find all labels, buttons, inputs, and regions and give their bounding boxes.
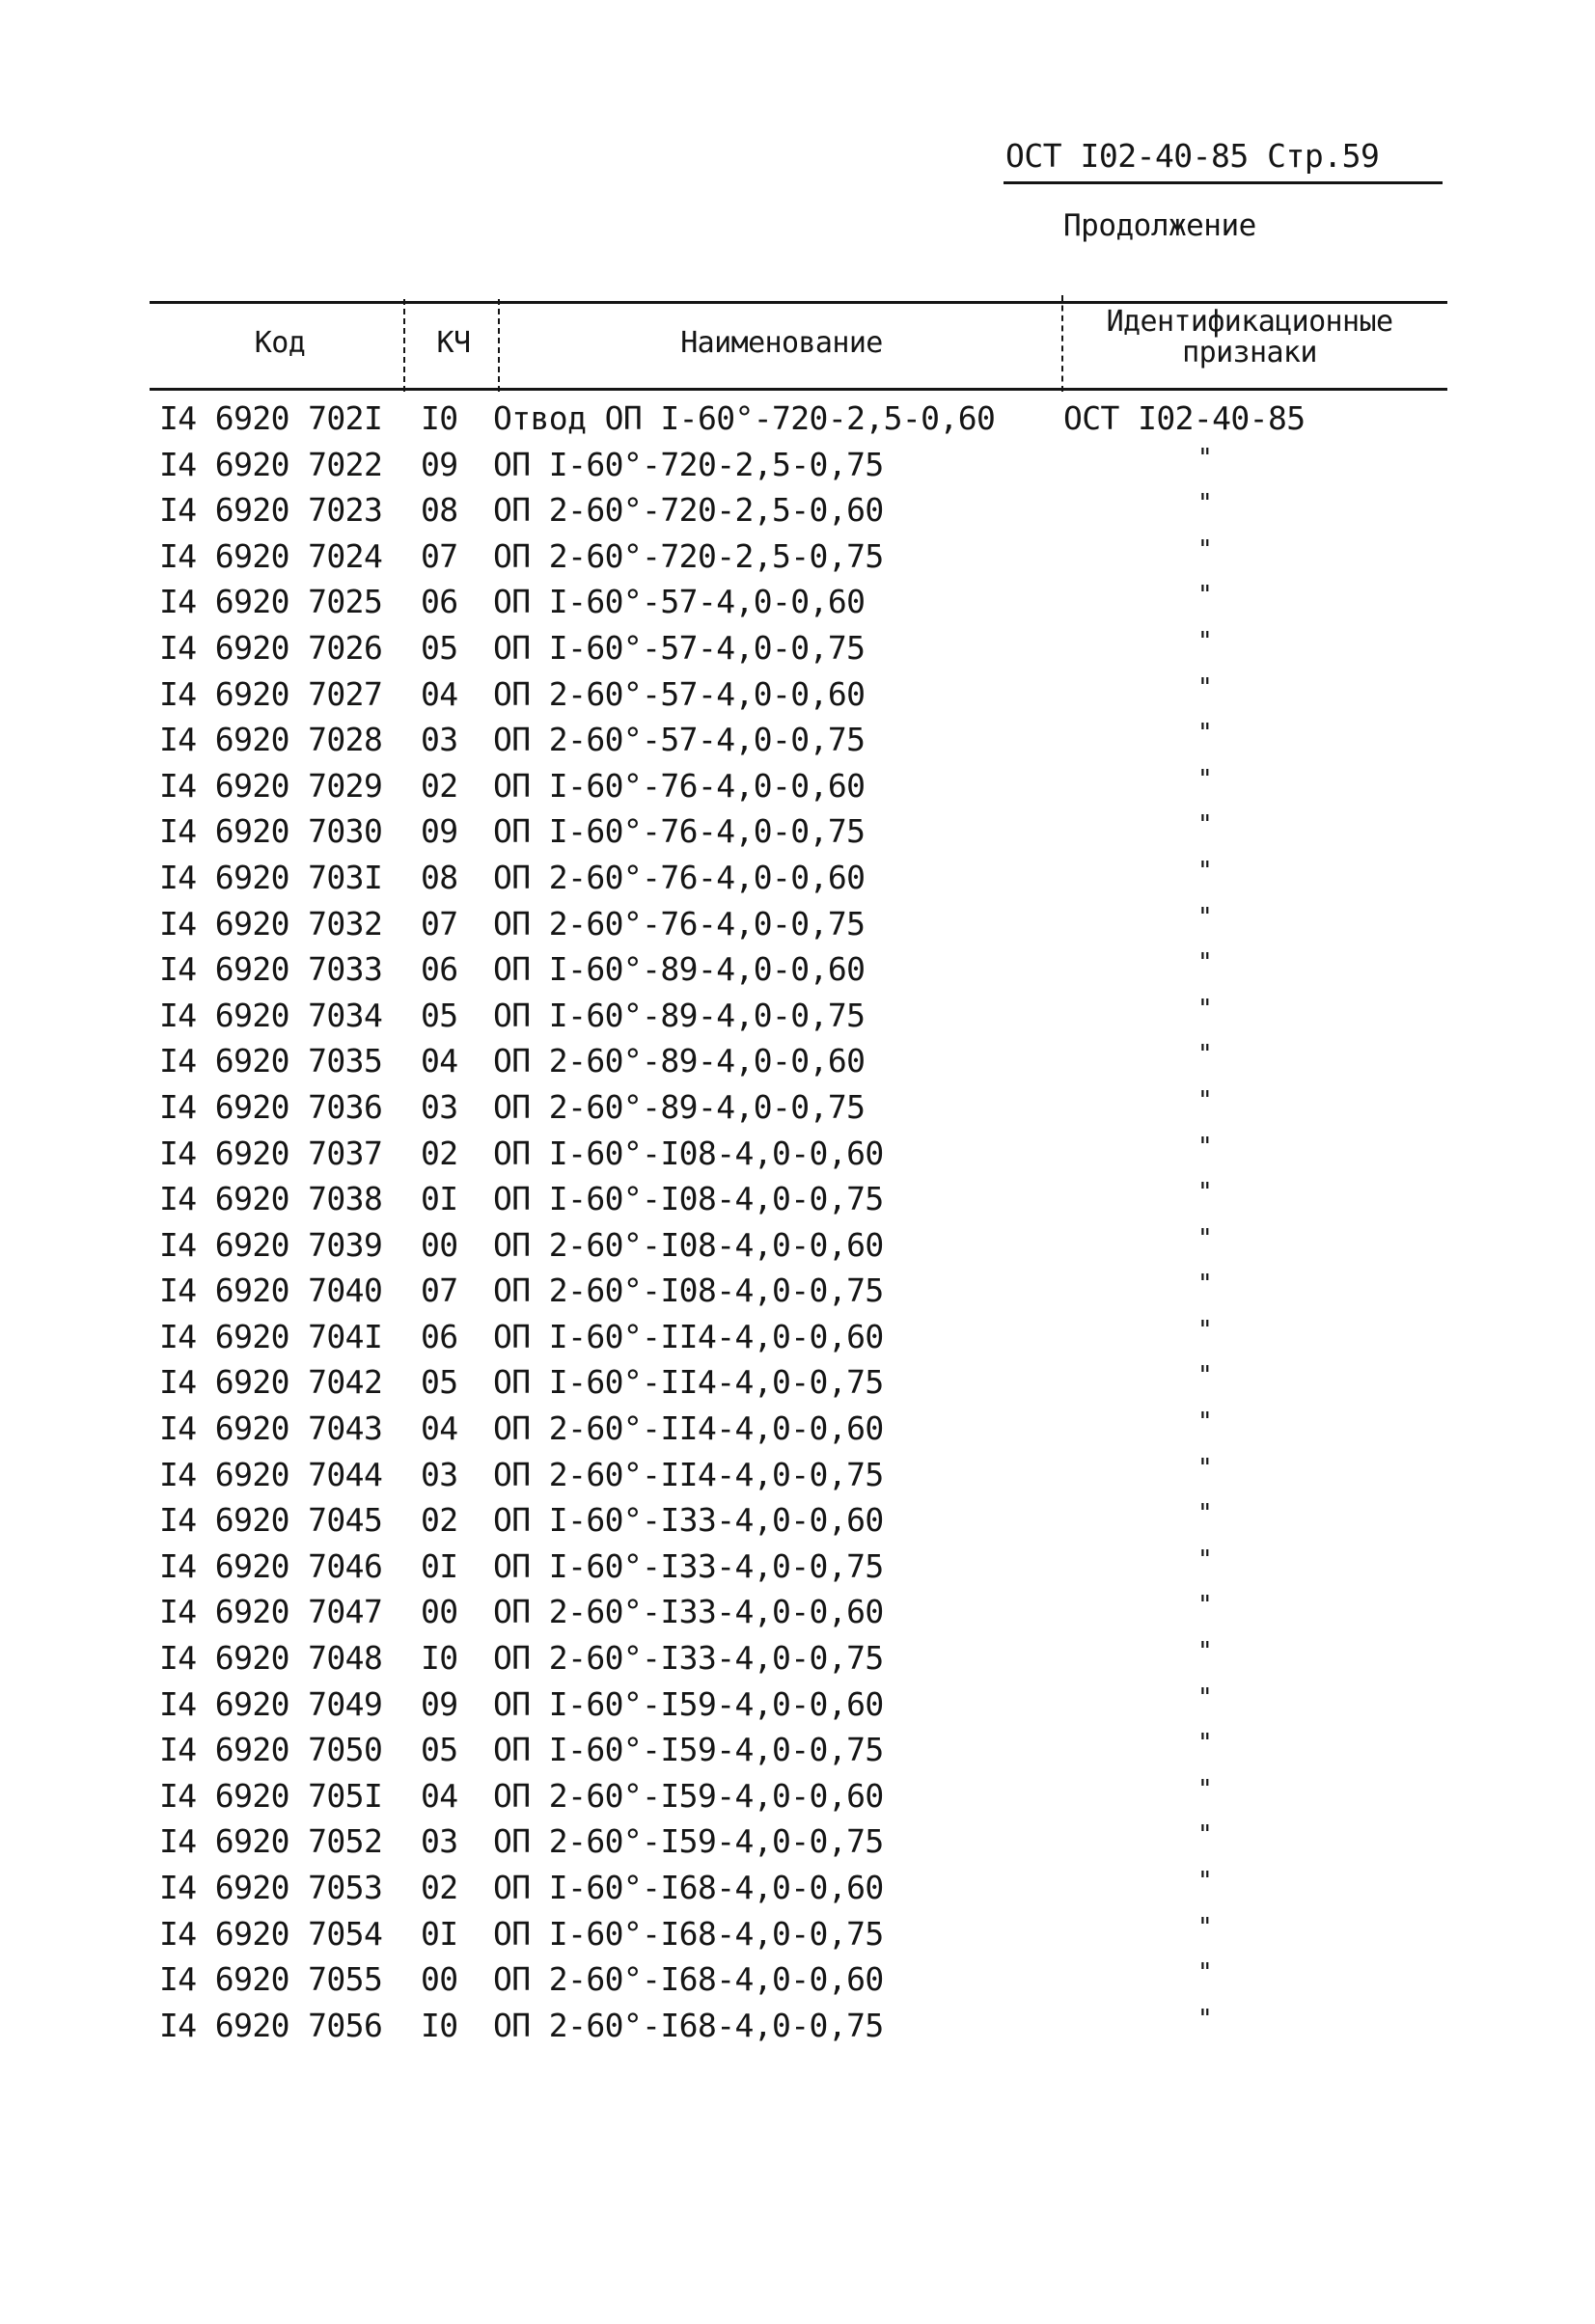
name-cell: ОП 2-60°-57-4,0-0,75 — [493, 721, 866, 759]
table-row — [0, 855, 1595, 901]
name-cell: ОП 2-60°-I08-4,0-0,60 — [493, 1225, 884, 1264]
name-cell: ОП I-60°-89-4,0-0,60 — [493, 950, 866, 989]
code-cell: I4 6920 7028 — [159, 721, 383, 759]
kch-cell: 05 — [421, 1363, 458, 1402]
name-cell: ОП 2-60°-76-4,0-0,60 — [493, 858, 866, 896]
code-cell: I4 6920 7046 — [159, 1546, 383, 1585]
ident-cell: " — [1197, 994, 1213, 1024]
name-cell: ОП I-60°-II4-4,0-0,75 — [493, 1363, 884, 1402]
kch-cell: I0 — [421, 1639, 458, 1678]
name-cell: ОП I-60°-I08-4,0-0,60 — [493, 1134, 884, 1172]
kch-cell: 04 — [421, 1409, 458, 1448]
code-cell: I4 6920 703I — [159, 858, 383, 896]
code-cell: I4 6920 7045 — [159, 1501, 383, 1540]
name-cell: ОП I-60°-720-2,5-0,75 — [493, 445, 884, 483]
name-cell: ОП 2-60°-I59-4,0-0,60 — [493, 1776, 884, 1815]
name-cell: ОП 2-60°-I68-4,0-0,60 — [493, 1960, 884, 1999]
code-cell: I4 6920 7035 — [159, 1042, 383, 1080]
column-header-name: Наименование — [680, 326, 883, 360]
code-cell: I4 6920 702I — [159, 399, 383, 437]
name-cell: ОП I-60°-I08-4,0-0,75 — [493, 1180, 884, 1218]
code-cell: I4 6920 705I — [159, 1776, 383, 1815]
table-row — [0, 1865, 1595, 1911]
kch-cell: I0 — [421, 399, 458, 437]
kch-cell: 02 — [421, 1869, 458, 1906]
table-row — [0, 579, 1595, 625]
table-row — [0, 1818, 1595, 1865]
code-cell: I4 6920 7024 — [159, 536, 383, 575]
code-cell: I4 6920 7044 — [159, 1455, 383, 1493]
reference-underline — [1004, 181, 1443, 184]
ident-cell: " — [1197, 1453, 1213, 1483]
table-row — [0, 946, 1595, 993]
column-header-ident: Идентификационные признаки — [1106, 305, 1393, 369]
code-cell: I4 6920 7052 — [159, 1822, 383, 1861]
name-cell: ОП 2-60°-89-4,0-0,60 — [493, 1042, 866, 1080]
table-body — [0, 396, 1595, 2048]
table-row — [0, 1038, 1595, 1084]
ident-cell: " — [1197, 1682, 1213, 1712]
code-cell: I4 6920 7034 — [159, 996, 383, 1034]
code-cell: I4 6920 7043 — [159, 1409, 383, 1448]
name-cell: ОП 2-60°-720-2,5-0,75 — [493, 536, 884, 575]
name-cell: ОП 2-60°-I08-4,0-0,75 — [493, 1271, 884, 1310]
ident-cell: " — [1197, 1178, 1213, 1208]
kch-cell: 04 — [421, 1776, 458, 1815]
table-row — [0, 442, 1595, 488]
kch-cell: 0I — [421, 1546, 458, 1585]
name-cell: ОП I-60°-57-4,0-0,60 — [493, 583, 866, 621]
table-row — [0, 1589, 1595, 1635]
ident-cell: " — [1197, 1223, 1213, 1253]
kch-cell: 09 — [421, 812, 458, 851]
kch-cell: 06 — [421, 583, 458, 621]
table-row — [0, 1084, 1595, 1131]
kch-cell: 07 — [421, 1271, 458, 1310]
ident-cell: " — [1197, 1820, 1213, 1850]
table-row — [0, 717, 1595, 763]
ident-cell: " — [1197, 672, 1213, 702]
kch-cell: 00 — [421, 1593, 458, 1631]
code-cell: I4 6920 7022 — [159, 445, 383, 483]
name-cell: ОП I-60°-I33-4,0-0,75 — [493, 1546, 884, 1585]
ident-cell: " — [1197, 1912, 1213, 1942]
name-cell: ОП 2-60°-I33-4,0-0,60 — [493, 1593, 884, 1631]
kch-cell: 05 — [421, 1731, 458, 1769]
name-cell: ОП 2-60°-720-2,5-0,60 — [493, 491, 884, 530]
code-cell: I4 6920 7037 — [159, 1134, 383, 1172]
kch-cell: 02 — [421, 1501, 458, 1540]
ident-cell: " — [1197, 719, 1213, 749]
kch-cell: 09 — [421, 1684, 458, 1723]
ident-cell: " — [1197, 1958, 1213, 1988]
table-row — [0, 1176, 1595, 1222]
table-row — [0, 1635, 1595, 1681]
table-row — [0, 993, 1595, 1039]
ident-cell: ОСТ I02-40-85 — [1063, 399, 1306, 437]
table-row — [0, 533, 1595, 580]
name-cell: ОП 2-60°-57-4,0-0,60 — [493, 674, 866, 713]
kch-cell: 00 — [421, 1225, 458, 1264]
table-row — [0, 1544, 1595, 1590]
code-cell: I4 6920 7027 — [159, 674, 383, 713]
kch-cell: I0 — [421, 2006, 458, 2044]
kch-cell: 03 — [421, 721, 458, 759]
name-cell: ОП I-60°-57-4,0-0,75 — [493, 628, 866, 667]
table-row — [0, 808, 1595, 855]
code-cell: I4 6920 7023 — [159, 491, 383, 530]
kch-cell: 09 — [421, 445, 458, 483]
ident-cell: " — [1197, 1408, 1213, 1437]
table-row — [0, 1727, 1595, 1773]
name-cell: ОП 2-60°-76-4,0-0,75 — [493, 904, 866, 943]
table-row — [0, 625, 1595, 671]
ident-cell: " — [1197, 902, 1213, 932]
table-row — [0, 901, 1595, 947]
table-row — [0, 1406, 1595, 1452]
table-row — [0, 1131, 1595, 1177]
name-cell: ОП I-60°-I59-4,0-0,60 — [493, 1684, 884, 1723]
kch-cell: 03 — [421, 1822, 458, 1861]
ident-cell: " — [1197, 856, 1213, 886]
ident-cell: " — [1197, 1361, 1213, 1391]
table-row — [0, 2003, 1595, 2049]
table-row — [0, 1222, 1595, 1269]
name-cell: ОП I-60°-I68-4,0-0,75 — [493, 1914, 884, 1953]
ident-cell: " — [1197, 1729, 1213, 1759]
ident-cell: " — [1197, 1637, 1213, 1667]
ident-cell: " — [1197, 1085, 1213, 1115]
kch-cell: 07 — [421, 536, 458, 575]
kch-cell: 0I — [421, 1914, 458, 1953]
code-cell: I4 6920 7038 — [159, 1180, 383, 1218]
code-cell: I4 6920 7039 — [159, 1225, 383, 1264]
ident-cell: " — [1197, 1499, 1213, 1529]
ident-cell: " — [1197, 810, 1213, 840]
code-cell: I4 6920 7050 — [159, 1731, 383, 1769]
kch-cell: 05 — [421, 628, 458, 667]
ident-cell: " — [1197, 443, 1213, 473]
ident-cell: " — [1197, 764, 1213, 794]
table-row — [0, 1911, 1595, 1957]
code-cell: I4 6920 7055 — [159, 1960, 383, 1999]
ident-cell: " — [1197, 489, 1213, 519]
name-cell: ОП I-60°-I33-4,0-0,60 — [493, 1501, 884, 1540]
code-cell: I4 6920 7056 — [159, 2006, 383, 2044]
kch-cell: 03 — [421, 1087, 458, 1126]
ident-cell: " — [1197, 1545, 1213, 1574]
kch-cell: 03 — [421, 1455, 458, 1493]
table-row — [0, 1681, 1595, 1728]
table-row — [0, 1359, 1595, 1406]
code-cell: I4 6920 7042 — [159, 1363, 383, 1402]
code-cell: I4 6920 7033 — [159, 950, 383, 989]
name-cell: ОП 2-60°-89-4,0-0,75 — [493, 1087, 866, 1126]
kch-cell: 02 — [421, 766, 458, 805]
code-cell: I4 6920 704I — [159, 1317, 383, 1355]
ident-cell: " — [1197, 1315, 1213, 1345]
kch-cell: 04 — [421, 674, 458, 713]
kch-cell: 04 — [421, 1042, 458, 1080]
header-separator-3 — [1061, 295, 1065, 392]
table-top-rule — [150, 301, 1447, 304]
name-cell: ОП 2-60°-II4-4,0-0,60 — [493, 1409, 884, 1448]
kch-cell: 00 — [421, 1960, 458, 1999]
name-cell: ОП I-60°-89-4,0-0,75 — [493, 996, 866, 1034]
header-separator-2 — [498, 299, 502, 392]
column-header-kch: КЧ — [436, 326, 471, 360]
ident-cell: " — [1197, 1591, 1213, 1621]
kch-cell: 07 — [421, 904, 458, 943]
document-reference: ОСТ I02-40-85 Стр.59 — [1005, 137, 1380, 175]
ident-cell: " — [1197, 1132, 1213, 1162]
table-header-bottom-rule — [150, 388, 1447, 391]
continuation-label: Продолжение — [1063, 208, 1256, 243]
name-cell: ОП 2-60°-II4-4,0-0,75 — [493, 1455, 884, 1493]
ident-cell: " — [1197, 2004, 1213, 2034]
name-cell: ОП I-60°-I59-4,0-0,75 — [493, 1731, 884, 1769]
kch-cell: 06 — [421, 950, 458, 989]
code-cell: I4 6920 7054 — [159, 1914, 383, 1953]
code-cell: I4 6920 7053 — [159, 1869, 383, 1906]
table-row — [0, 1452, 1595, 1498]
kch-cell: 02 — [421, 1134, 458, 1172]
ident-cell: " — [1197, 1867, 1213, 1896]
ident-cell: " — [1197, 1270, 1213, 1299]
header-separator-1 — [403, 299, 407, 392]
ident-cell: " — [1197, 948, 1213, 978]
table-row — [0, 1314, 1595, 1360]
table-row — [0, 487, 1595, 533]
code-cell: I4 6920 7049 — [159, 1684, 383, 1723]
code-cell: I4 6920 7040 — [159, 1271, 383, 1310]
table-row — [0, 763, 1595, 809]
name-cell: ОП 2-60°-I68-4,0-0,75 — [493, 2006, 884, 2044]
ident-cell: " — [1197, 534, 1213, 564]
kch-cell: 08 — [421, 491, 458, 530]
ident-cell: " — [1197, 626, 1213, 656]
kch-cell: 05 — [421, 996, 458, 1034]
name-cell: ОП I-60°-II4-4,0-0,60 — [493, 1317, 884, 1355]
name-cell: ОП I-60°-76-4,0-0,60 — [493, 766, 866, 805]
code-cell: I4 6920 7026 — [159, 628, 383, 667]
table-row — [0, 396, 1595, 442]
kch-cell: 08 — [421, 858, 458, 896]
code-cell: I4 6920 7025 — [159, 583, 383, 621]
ident-cell: " — [1197, 1774, 1213, 1804]
name-cell: Отвод ОП I-60°-720-2,5-0,60 — [493, 399, 996, 437]
column-header-code: Код — [254, 326, 306, 360]
code-cell: I4 6920 7048 — [159, 1639, 383, 1678]
code-cell: I4 6920 7029 — [159, 766, 383, 805]
code-cell: I4 6920 7032 — [159, 904, 383, 943]
table-row — [0, 1956, 1595, 2003]
code-cell: I4 6920 7030 — [159, 812, 383, 851]
name-cell: ОП I-60°-I68-4,0-0,60 — [493, 1869, 884, 1906]
code-cell: I4 6920 7036 — [159, 1087, 383, 1126]
ident-cell: " — [1197, 581, 1213, 611]
name-cell: ОП I-60°-76-4,0-0,75 — [493, 812, 866, 851]
table-row — [0, 1268, 1595, 1314]
kch-cell: 0I — [421, 1180, 458, 1218]
name-cell: ОП 2-60°-I59-4,0-0,75 — [493, 1822, 884, 1861]
kch-cell: 06 — [421, 1317, 458, 1355]
table-row — [0, 1773, 1595, 1819]
code-cell: I4 6920 7047 — [159, 1593, 383, 1631]
ident-cell: " — [1197, 1040, 1213, 1070]
name-cell: ОП 2-60°-I33-4,0-0,75 — [493, 1639, 884, 1678]
table-row — [0, 1497, 1595, 1544]
table-row — [0, 671, 1595, 718]
